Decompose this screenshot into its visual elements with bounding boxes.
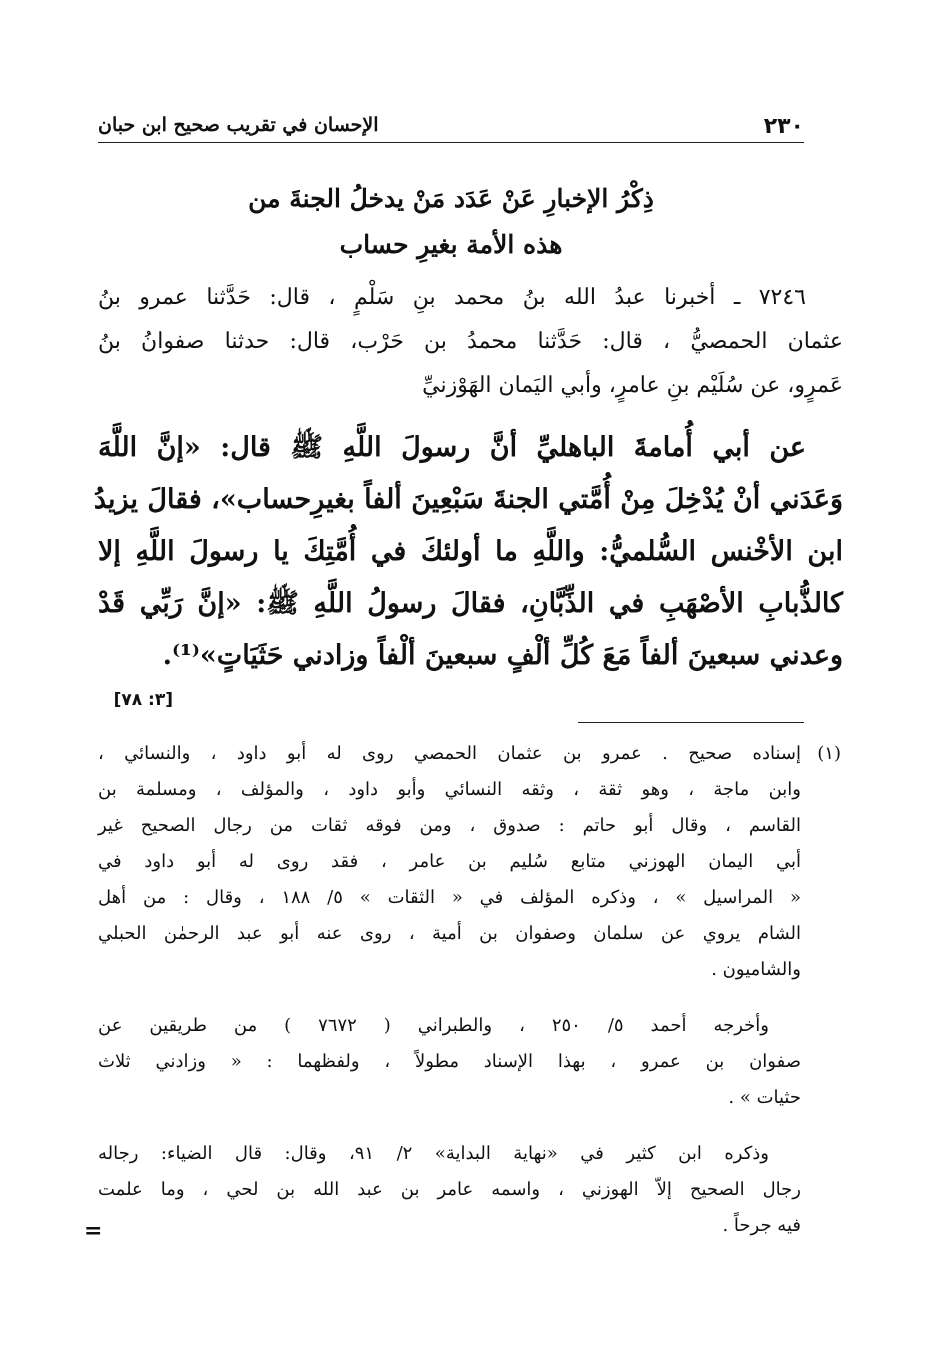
footnote-separator [578,722,804,723]
footnote-line: وأخرجه أحمد ٥/ ٢٥٠ ، والطبراني ( ٧٦٧٢ ) من طريقين عن [98,1015,769,1036]
footnote-line: « المراسيل » ، وذكره المؤلف في « الثقات » ٥/ ١٨٨ ، وقال : من أهل [98,887,801,908]
footnote-line: أبي اليمان الهوزني متابع سُليم بن عامر ، فقد روى له أبو داود في [98,851,801,872]
section-title [98,176,804,268]
isnad-line: عثمان الحمصيُّ ، قال: حَدَّثنا محمدُ بن حَرْب، قال: حدثنا صفوانُ بنُ [98,329,843,354]
footnote-line: صفوان بن عمرو ، بهذا الإسناد مطولاً ، ولفظهما : « وزادني ثلاث [98,1051,801,1072]
page-header [98,108,804,143]
footnote-line: وابن ماجة ، وهو ثقة ، وثقه النسائي وأبو داود ، والمؤلف ، ومسلمة بن [98,779,801,800]
matn-line: عن أبي أُمامةَ الباهليِّ أنَّ رسولَ اللَّهِ ﷺ قال: «إنَّ اللَّهَ [98,432,806,463]
footnote-marker: (١) [817,743,841,764]
section-title-line-1: ذِكْرُ الإخبارِ عَنْ عَدَد مَنْ يدخلُ الجنةَ من [248,184,654,213]
hadith-reference: [٣: ٧٨] [113,690,173,710]
isnad-line: عَمرٍو، عن سُلَيْم بنِ عامرٍ، وأبي اليَمان الهَوْزنيِّ [422,373,843,398]
footnote-line: فيه جرحاً . [722,1215,801,1236]
matn-line: كالذُّبابِ الأصْهَبِ في الذِّبَّانِ، فقالَ رسولُ اللَّهِ ﷺ: «إنَّ رَبِّي قَدْ [98,588,843,619]
running-title: الإحسان في تقريب صحيح ابن حبان [98,114,379,136]
footnote-line: وذكره ابن كثير في «نهاية البداية» ٢/ ٩١، وقال: قال الضياء: رجاله [98,1143,769,1164]
continuation-mark: = [84,1218,103,1244]
footnote-line: رجال الصحيح إلاّ الهوزني ، واسمه عامر بن عبد الله بن لحي ، وما علمت [98,1179,801,1200]
matn-line: وعدني سبعينَ ألفاً مَعَ كُلِّ ألْفٍ سبعينَ ألْفاً وزادني حَثَيَاتٍ»⁽¹⁾. [162,640,843,671]
matn-line: وَعَدَني أنْ يُدْخِلَ مِنْ أُمَّتي الجنةَ سَبْعِينَ ألفاً بغيرِحساب»، فقالَ يزيدُ [93,484,843,515]
footnote-line: حثيات » . [728,1087,801,1108]
matn-line: ابن الأخْنس السُّلميُّ: واللَّهِ ما أولئكَ في أُمَّتِكَ يا رسولَ اللَّهِ إلا [98,536,843,567]
footnote-line: إسناده صحيح . عمرو بن عثمان الحمصي روى له أبو داود ، والنسائي ، [98,743,801,764]
page-number: ٢٣٠ [763,114,804,139]
footnote-line: والشاميون . [711,959,801,980]
isnad-line: ٧٢٤٦ ـ أخبرنا عبدُ الله بنُ محمد بنِ سَلْمٍ ، قال: حَدَّثنا عمرو بنُ [98,285,806,310]
section-title-line-2: هذه الأمة بغيرِ حساب [339,230,563,259]
footnote-line: الشام يروي عن سلمان وصفوان بن أمية ، روى عنه أبو عبد الرحمٰن الحبلي [98,923,801,944]
footnote-line: القاسم ، وقال أبو حاتم : صدوق ، ومن فوقه ثقات من رجال الصحيح غير [98,815,801,836]
